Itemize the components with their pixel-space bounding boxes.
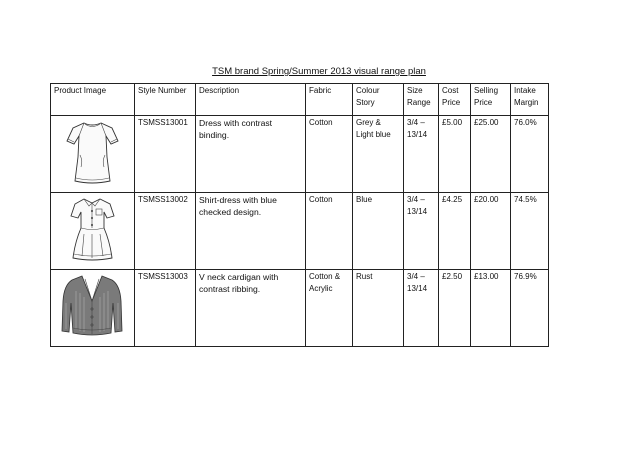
header-product-image: Product Image: [51, 84, 135, 116]
product-image-cell: [51, 270, 135, 347]
header-intake-margin: Intake Margin: [511, 84, 549, 116]
colour-story-cell: Grey & Light blue: [353, 116, 404, 193]
range-plan-table: [50, 83, 549, 347]
raglan-dress-sketch-icon: [54, 117, 131, 191]
table-row: [51, 270, 549, 347]
header-colour-story: Colour Story: [353, 84, 404, 116]
colour-story-cell: Rust: [353, 270, 404, 347]
header-cost-price: Cost Price: [439, 84, 471, 116]
fabric-cell: Cotton & Acrylic: [306, 270, 353, 347]
cardigan-sketch-icon: [54, 271, 131, 345]
shirt-dress-sketch-icon: [54, 194, 131, 268]
style-number-cell: TSMSS13003: [135, 270, 196, 347]
table-row: [51, 116, 549, 193]
colour-story-cell: Blue: [353, 193, 404, 270]
fabric-cell: Cotton: [306, 193, 353, 270]
cost-price-cell: £2.50: [439, 270, 471, 347]
product-image-cell: [51, 116, 135, 193]
header-style-number: Style Number: [135, 84, 196, 116]
table-row: [51, 193, 549, 270]
size-range-cell: 3/4 – 13/14: [404, 193, 439, 270]
intake-margin-cell: 74.5%: [511, 193, 549, 270]
intake-margin-cell: 76.9%: [511, 270, 549, 347]
header-description: Description: [196, 84, 306, 116]
selling-price-cell: £20.00: [471, 193, 511, 270]
size-range-cell: 3/4 – 13/14: [404, 116, 439, 193]
size-range-cell: 3/4 – 13/14: [404, 270, 439, 347]
page-title: TSM brand Spring/Summer 2013 visual range plan: [212, 66, 426, 77]
description-cell: Shirt-dress with blue checked design.: [196, 193, 306, 270]
product-image-cell: [51, 193, 135, 270]
cost-price-cell: £4.25: [439, 193, 471, 270]
header-fabric: Fabric: [306, 84, 353, 116]
intake-margin-cell: 76.0%: [511, 116, 549, 193]
table-header-row: [51, 84, 549, 116]
style-number-cell: TSMSS13002: [135, 193, 196, 270]
style-number-cell: TSMSS13001: [135, 116, 196, 193]
cost-price-cell: £5.00: [439, 116, 471, 193]
description-cell: V neck cardigan with contrast ribbing.: [196, 270, 306, 347]
fabric-cell: Cotton: [306, 116, 353, 193]
header-size-range: Size Range: [404, 84, 439, 116]
header-selling-price: Selling Price: [471, 84, 511, 116]
selling-price-cell: £13.00: [471, 270, 511, 347]
selling-price-cell: £25.00: [471, 116, 511, 193]
description-cell: Dress with contrast binding.: [196, 116, 306, 193]
